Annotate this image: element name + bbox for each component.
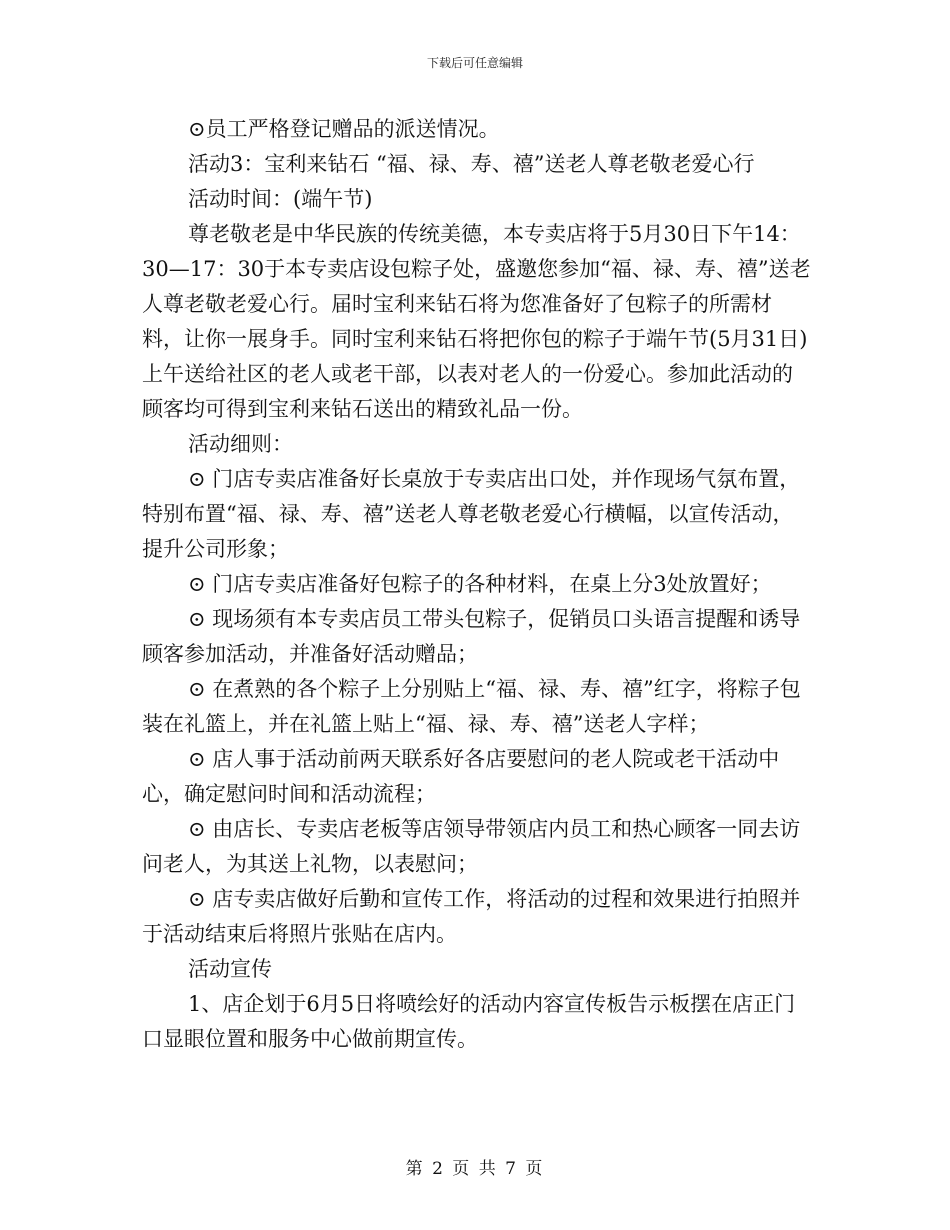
paragraph: ⊙ 现场须有本专卖店员工带头包粽子，促销员口头语言提醒和诱导顾客参加活动，并准备好活动赠品； [142, 607, 801, 666]
paragraph: 活动3：宝利来钻石 “福、禄、寿、禧”送老人尊老敬老爱心行 [188, 152, 755, 176]
paragraph: ⊙ 门店专卖店准备好包粽子的各种材料，在桌上分3处放置好； [188, 572, 772, 596]
paragraph: 活动时间：(端午节) [188, 187, 373, 211]
paragraph: 活动宣传 [188, 957, 272, 981]
page-footer: 第 2 页 共 7 页 [405, 1159, 545, 1179]
document-body [142, 112, 812, 1057]
paragraph: 活动细则： [188, 432, 293, 456]
paragraph: 尊老敬老是中华民族的传统美德，本专卖店将于5月30日下午14：30—17：30于本专卖店设包粽子处，盛邀您参加“福、禄、寿、禧”送老人尊老敬老爱心行。届时宝利来钻石将为您准备好了包粽子的所需材料，让你一展身手。同时宝利来钻石将把你包的粽子于端午节(5月31日)上午送给社区的老人或老干部，以表对老人的一份爱心。参加此活动的顾客均可得到宝利来钻石送出的精致礼品一份。 [142, 222, 811, 421]
paragraph: ⊙ 门店专卖店准备好长桌放于专卖店出口处，并作现场气氛布置，特别布置“福、禄、寿、禧”送老人尊老敬老爱心行横幅，以宣传活动，提升公司形象； [142, 467, 801, 561]
paragraph: ⊙ 店专卖店做好后勤和宣传工作，将活动的过程和效果进行拍照并于活动结束后将照片张贴在店内。 [142, 887, 801, 946]
paragraph: ⊙ 由店长、专卖店老板等店领导带领店内员工和热心顾客一同去访问老人，为其送上礼物，以表慰问； [142, 817, 801, 876]
page-header: 下载后可任意编辑 [426, 56, 523, 70]
paragraph: ⊙ 店人事于活动前两天联系好各店要慰问的老人院或老干活动中心，确定慰问时间和活动流程； [142, 747, 780, 806]
paragraph: 1、店企划于6月5日将喷绘好的活动内容宣传板告示板摆在店正门口显眼位置和服务中心做前期宣传。 [142, 992, 796, 1051]
paragraph: ⊙员工严格登记赠品的派送情况。 [188, 117, 500, 141]
paragraph: ⊙ 在煮熟的各个粽子上分别贴上“福、禄、寿、禧”红字，将粽子包装在礼篮上，并在礼篮上贴上“福、禄、寿、禧”送老人字样； [142, 677, 801, 736]
